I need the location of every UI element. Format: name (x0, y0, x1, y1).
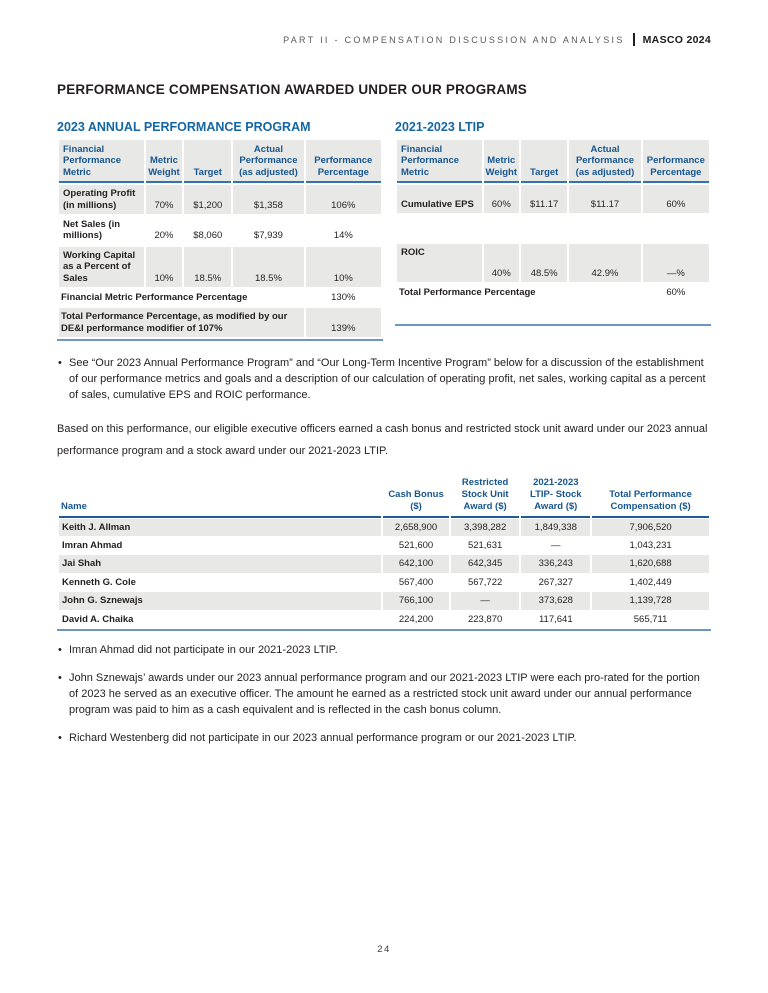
ltip-table (395, 138, 711, 304)
table-row (397, 185, 709, 213)
page-number: 24 (377, 944, 391, 955)
notes-bottom (57, 643, 711, 747)
cell: 567,722 (451, 574, 520, 591)
cell: 42.9% (569, 244, 640, 282)
name-cell: Keith J. Allman (59, 519, 381, 536)
annual-program-table (57, 138, 383, 339)
column-header: Restricted Stock Unit Award ($) (451, 475, 520, 518)
cell: 18.5% (184, 247, 231, 287)
column-header: Target (184, 140, 231, 183)
comp-header-row (59, 475, 709, 518)
page-header (57, 33, 711, 46)
cell: $1,358 (233, 185, 303, 214)
summary-value: 139% (306, 308, 381, 337)
metric-cell: Net Sales (in millions) (59, 216, 144, 245)
note-item: • John Sznewajs’ awards under our 2023 annual performance program and our 2021-2023 LTIP were each pro-rated for the portion of 2023 he served as an executive officer. The amount he earned as a restricted stock unit award under our annual performance program was paid to him as a cash equivalent and is reflected in the cash bonus column. (57, 671, 711, 719)
table-row (59, 592, 709, 609)
summary-label: Total Performance Percentage (397, 284, 641, 301)
summary-label: Financial Metric Performance Percentage (59, 289, 304, 306)
cell: 766,100 (383, 592, 448, 609)
ltip-table-spacer (395, 304, 711, 324)
summary-label: Total Performance Percentage, as modified by our DE&I performance modifier of 107% (59, 308, 304, 337)
column-header: 2021-2023 LTIP- Stock Award ($) (521, 475, 590, 518)
spacer-row (397, 215, 709, 242)
metric-cell: Working Capital as a Percent of Sales (59, 247, 144, 287)
cell: — (451, 592, 520, 609)
cell: $1,200 (184, 185, 231, 214)
table-row (59, 185, 381, 214)
cell: 106% (306, 185, 381, 214)
page-content (57, 82, 711, 747)
column-header: Financial Performance Metric (59, 140, 144, 183)
column-header: Total Performance Compensation ($) (592, 475, 709, 518)
table-row (59, 555, 709, 572)
cell: 521,600 (383, 537, 448, 554)
summary-row (397, 284, 709, 301)
compensation-table (57, 474, 711, 629)
name-cell: Imran Ahmad (59, 537, 381, 554)
cell: 642,100 (383, 555, 448, 572)
cell: 70% (146, 185, 182, 214)
table-row (59, 216, 381, 245)
cell: 18.5% (233, 247, 303, 287)
cell: 1,402,449 (592, 574, 709, 591)
summary-value: 60% (643, 284, 709, 301)
page-title: PERFORMANCE COMPENSATION AWARDED UNDER OUR PROGRAMS (57, 82, 527, 97)
brand-label: MASCO 2024 (642, 33, 711, 46)
column-header: Target (521, 140, 567, 183)
section-breadcrumb: PART II - COMPENSATION DISCUSSION AND ANALYSIS (283, 34, 625, 45)
cell: 1,849,338 (521, 519, 590, 536)
cell: 20% (146, 216, 182, 245)
ltip-title: 2021-2023 LTIP (395, 120, 485, 134)
cell: 60% (484, 185, 520, 213)
column-header: Metric Weight (146, 140, 182, 183)
cell: $7,939 (233, 216, 303, 245)
cell: —% (643, 244, 709, 282)
name-cell: Jai Shah (59, 555, 381, 572)
cell: 521,631 (451, 537, 520, 554)
cell: 224,200 (383, 611, 448, 628)
cell: 3,398,282 (451, 519, 520, 536)
cell: 336,243 (521, 555, 590, 572)
summary-row (59, 289, 381, 306)
table-row (59, 247, 381, 287)
note-item: • Richard Westenberg did not participate in our 2023 annual performance program or our 2021-2023 LTIP. (57, 731, 711, 747)
column-header: Metric Weight (484, 140, 520, 183)
cell: 14% (306, 216, 381, 245)
cell: 10% (306, 247, 381, 287)
summary-value: 130% (306, 289, 381, 306)
metric-cell: ROIC (397, 244, 482, 282)
cell: 60% (643, 185, 709, 213)
table-row (59, 611, 709, 628)
cell: 267,327 (521, 574, 590, 591)
ltip-header-row (397, 140, 709, 183)
cell: 565,711 (592, 611, 709, 628)
column-header: Performance Percentage (306, 140, 381, 183)
column-header: Financial Performance Metric (397, 140, 482, 183)
column-header: Name (59, 475, 381, 518)
ltip-table-wrap (395, 138, 711, 326)
notes-top (57, 356, 711, 404)
column-header: Cash Bonus ($) (383, 475, 448, 518)
annual-header-row (59, 140, 381, 183)
cell: 1,043,231 (592, 537, 709, 554)
metric-cell: Operating Profit (in millions) (59, 185, 144, 214)
column-header: Actual Performance (as adjusted) (233, 140, 303, 183)
header-divider (633, 33, 635, 46)
name-cell: David A. Chaika (59, 611, 381, 628)
column-header: Actual Performance (as adjusted) (569, 140, 640, 183)
cell: 567,400 (383, 574, 448, 591)
cell: 48.5% (521, 244, 567, 282)
cell: 642,345 (451, 555, 520, 572)
cell: 117,641 (521, 611, 590, 628)
cell: $8,060 (184, 216, 231, 245)
note-item: • See “Our 2023 Annual Performance Program” and “Our Long-Term Incentive Program” below for a discussion of the establishment of our performance metrics and goals and a description of our calculation of operating profit, net sales, working capital as a percent of sales, cumulative EPS and ROIC performance. (57, 356, 711, 404)
name-cell: Kenneth G. Cole (59, 574, 381, 591)
name-cell: John G. Sznewajs (59, 592, 381, 609)
cell: 40% (484, 244, 520, 282)
intro-paragraph: Based on this performance, our eligible executive officers earned a cash bonus and restricted stock unit award under our 2023 annual performance program and a stock award under our 2021-2023 LTIP. (57, 422, 708, 458)
metric-cell: Cumulative EPS (397, 185, 482, 213)
cell: 1,139,728 (592, 592, 709, 609)
cell: — (521, 537, 590, 554)
annual-program-table-wrap (57, 138, 383, 341)
cell: 1,620,688 (592, 555, 709, 572)
column-header: Performance Percentage (643, 140, 709, 183)
table-row (59, 574, 709, 591)
table-row (59, 537, 709, 554)
table-row (397, 244, 709, 282)
ltip-section (395, 120, 711, 341)
cell: 7,906,520 (592, 519, 709, 536)
cell: $11.17 (521, 185, 567, 213)
annual-program-title: 2023 ANNUAL PERFORMANCE PROGRAM (57, 120, 311, 134)
table-row (59, 519, 709, 536)
cell: 373,628 (521, 592, 590, 609)
annual-program-section (57, 120, 383, 341)
performance-tables-row (57, 120, 711, 341)
summary-row (59, 308, 381, 337)
note-item: • Imran Ahmad did not participate in our 2021-2023 LTIP. (57, 643, 711, 659)
cell: $11.17 (569, 185, 640, 213)
cell: 2,658,900 (383, 519, 448, 536)
cell: 223,870 (451, 611, 520, 628)
cell: 10% (146, 247, 182, 287)
compensation-table-wrap (57, 474, 711, 631)
